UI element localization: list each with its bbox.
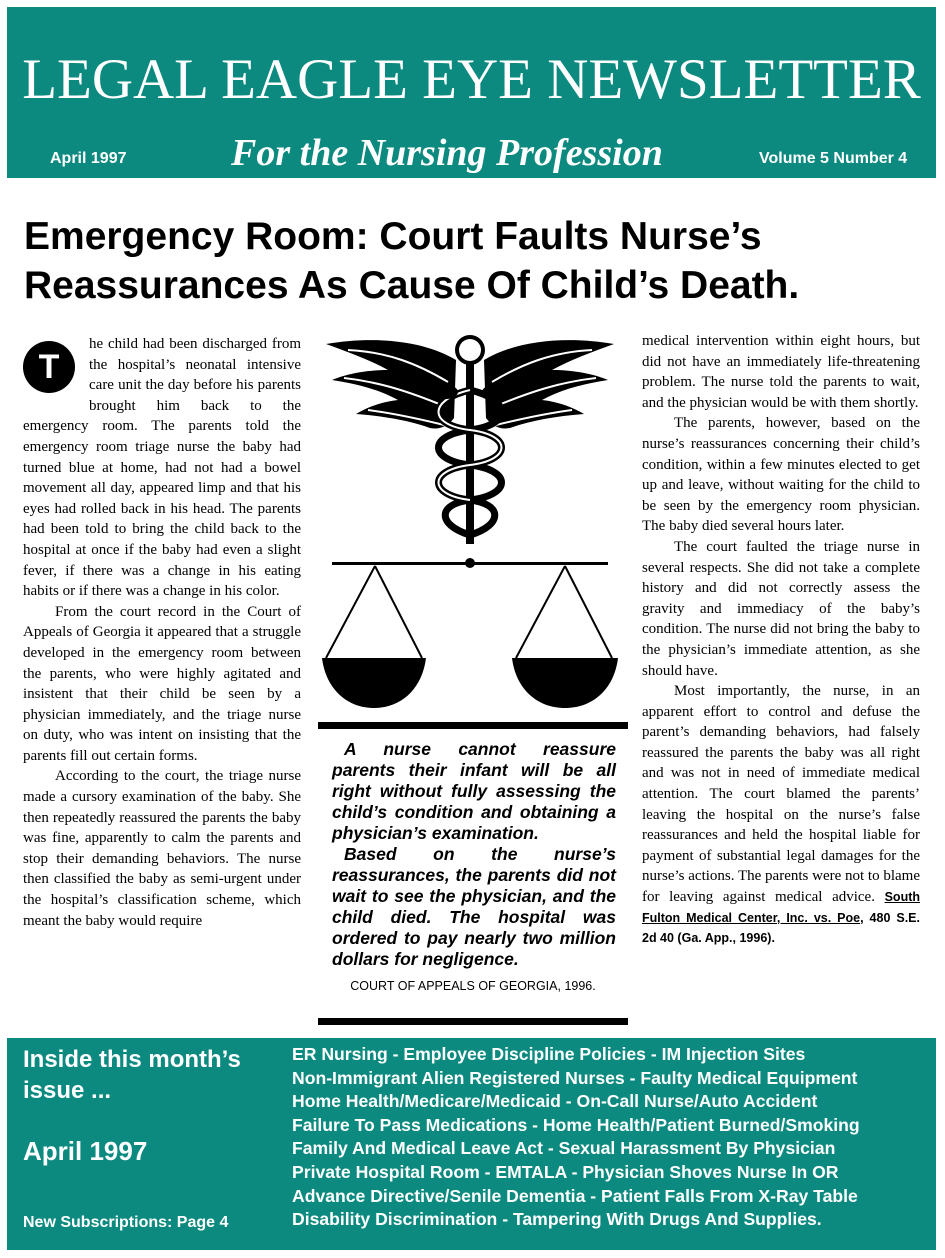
quote-bottom-rule xyxy=(318,1018,628,1025)
inside-date: April 1997 xyxy=(23,1136,148,1166)
topic-line: ER Nursing - Employee Discipline Policies - IM Injection Sites xyxy=(292,1044,806,1064)
pull-quote xyxy=(318,722,628,1025)
newsletter-subtitle: For the Nursing Profession xyxy=(231,132,663,174)
pull-quote-source: COURT OF APPEALS OF GEORGIA, 1996. xyxy=(350,979,596,993)
article-paragraph: The court faulted the triage nurse in several respects. She did not take a complete history and did not correctly assess the gravity and immediacy of the baby’s condition. The nurse did not bring the baby to the physician’s immediate attention, as she should have. xyxy=(642,538,920,679)
article-paragraph xyxy=(642,681,920,949)
topics-list xyxy=(292,1043,932,1232)
topic-line: Failure To Pass Medications - Home Health/Patient Burned/Smoking xyxy=(292,1114,860,1135)
new-subscriptions: New Subscriptions: Page 4 xyxy=(23,1214,229,1231)
masthead xyxy=(7,7,936,178)
pull-quote-paragraph: A nurse cannot reassure parents their infant will be all right without fully assessing the child’s condition and obtaining a physician’s examination. xyxy=(332,739,616,843)
paragraph-text: he child had been discharged from the hospital’s neonatal intensive care unit the day before his parents brought him back to the emergency room. The parents told the emergency room triage nurse the baby had turned blue at home, had not had a bowel movement all day, appeared limp and that his eyes had rolled back in his head. The parents had been told to bring the child back to the hospital at once if the baby had even a slight fever, if there was a change in his eating habits or if there was a change in his color. xyxy=(23,336,301,600)
quote-top-rule xyxy=(318,722,628,729)
article-paragraph: According to the court, the triage nurse made a cursory examination of the baby. She then repeatedly reassured the parents the baby was fine, apparently to calm the parents and stop their demanding behaviors. The nurse then classified the baby as semi-urgent under the hospital’s classification scheme, which meant the baby would require xyxy=(23,768,301,929)
topic-line: Family And Medical Leave Act - Sexual Harassment By Physician xyxy=(292,1138,836,1159)
topic-line: Disability Discrimination - Tampering With Drugs And Supplies. xyxy=(292,1209,822,1230)
headline-line-1: Emergency Room: Court Faults Nurse’s xyxy=(24,215,762,258)
inside-title: Inside this month’s issue ... xyxy=(23,1046,241,1104)
issue-volume: Volume 5 Number 4 xyxy=(759,150,908,167)
pull-quote-text xyxy=(332,739,616,970)
topic-line: Home Health/Medicare/Medicaid - On-Call Nurse/Auto Accident xyxy=(292,1091,818,1112)
topic-line: Private Hospital Room - EMTALA - Physician Shoves Nurse In OR xyxy=(292,1161,839,1182)
article-column-1 xyxy=(23,334,301,931)
topic-line: Advance Directive/Senile Dementia - Patient Falls From X-Ray Table xyxy=(292,1185,858,1206)
caduceus-scales-icon xyxy=(318,330,622,714)
drop-cap: T xyxy=(23,341,75,393)
issue-date: April 1997 xyxy=(50,150,127,167)
headline-line-2: Reassurances As Cause Of Child’s Death. xyxy=(24,264,800,307)
case-citation-reference: , 480 S.E. 2d 40 (Ga. App., 1996). xyxy=(642,910,920,946)
article-paragraph: medical intervention within eight hours, but did not have an immediately life-threatening problem. The nurse told the parents to wait, and the physician would be with them shortly. xyxy=(642,333,920,411)
case-citation-link[interactable]: South Fulton Medical Center, Inc. vs. Poe xyxy=(642,890,921,925)
newsletter-title: LEGAL EAGLE EYE NEWSLETTER xyxy=(22,48,921,111)
topic-line: Non-Immigrant Alien Registered Nurses - Faulty Medical Equipment xyxy=(292,1067,858,1088)
article-paragraph xyxy=(23,334,301,602)
article-headline xyxy=(24,212,924,310)
inside-this-issue xyxy=(7,1038,936,1250)
pull-quote-paragraph: Based on the nurse’s reassurances, the parents did not wait to see the physician, and the child died. The hospital was ordered to pay nearly two million dollars for negligence. xyxy=(332,844,616,969)
article-paragraph: From the court record in the Court of Appeals of Georgia it appeared that a struggle developed in the emergency room between the parents, who were highly agitated and insistent that their child be seen by a physician immediately, and the triage nurse on duty, who was intent on insisting that the parents fill out certain forms. xyxy=(23,603,301,764)
article-column-3 xyxy=(642,331,920,949)
paragraph-text: Most importantly, the nurse, in an apparent effort to control and defuse the parent’s demanding behaviors, had falsely reassured the parents the baby was all right and was not in need of immediate medical attention. The court blamed the parents’ leaving the hospital on the nurse’s false reassurances and held the hospital liable for payment of substantial legal damages for the nurse’s actions. The parents were not to blame for leaving against medical advice. xyxy=(642,683,920,906)
article-paragraph: The parents, however, based on the nurse’s reassurances concerning their child’s condition, within a few minutes elected to get up and leave, without waiting for the child to be seen by the emergency room physician. The baby died several hours later. xyxy=(642,415,920,535)
